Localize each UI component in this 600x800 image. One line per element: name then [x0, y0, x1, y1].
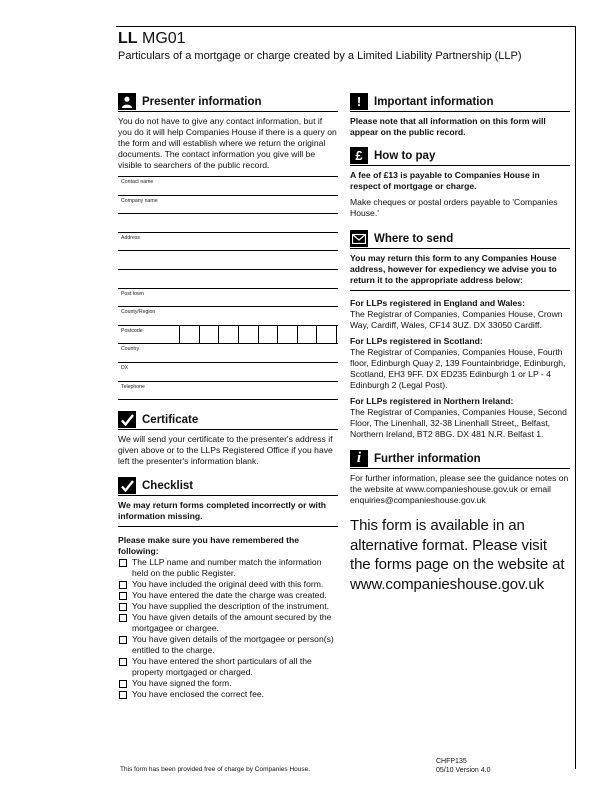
- where-to-send-title: Where to send: [374, 232, 454, 245]
- checkbox[interactable]: [119, 614, 127, 622]
- dx-field[interactable]: DX: [118, 363, 338, 382]
- form-subtitle: Particulars of a mortgage or charge created by a Limited Liability Partnership (LLP): [118, 50, 522, 62]
- exclamation-icon: !: [350, 93, 368, 110]
- version-text: 05/10 Version 4.0: [436, 767, 491, 774]
- country-field[interactable]: Country: [118, 344, 338, 363]
- checklist-intro: We may return forms completed incorrectly or with information missing.: [118, 500, 338, 527]
- footer-version: [436, 757, 491, 775]
- checkbox[interactable]: [119, 636, 127, 644]
- postcode-field[interactable]: Postcode: [118, 326, 338, 345]
- where-to-send-intro: You may return this form to any Companies House address, however for expediency we advise you to return it to the appropriate address below:: [350, 253, 570, 291]
- address-line-3[interactable]: [118, 270, 338, 289]
- footer-note: This form has been provided free of charge by Companies House.: [120, 766, 311, 773]
- presenter-form: [118, 176, 338, 400]
- where-to-send-section: [350, 229, 570, 440]
- checkbox[interactable]: [119, 592, 127, 600]
- further-info-text: For further information, please see the guidance notes on the website at www.companieshouse.gov.uk or email enquiries@companieshouse.gov.uk: [350, 473, 569, 505]
- form-header: [118, 30, 568, 63]
- form-reference-code: CHFP135: [436, 758, 467, 765]
- checklist-item[interactable]: You have included the original deed with this form.: [118, 579, 338, 590]
- checklist-title: Checklist: [142, 479, 194, 492]
- how-to-pay-title: How to pay: [374, 149, 436, 162]
- england-address: The Registrar of Companies, Companies House, Crown Way, Cardiff, Wales, CF14 3UZ. DX 33050 Cardiff.: [350, 309, 563, 330]
- presenter-section: [118, 92, 338, 400]
- ni-address: The Registrar of Companies, Companies House, Second Floor, The Linenhall, 32-38 Linenhall Street,, Belfast, Northern Ireland, BT2 8BG. DX 481 N.R. Belfast 1.: [350, 407, 567, 439]
- telephone-field[interactable]: Telephone: [118, 382, 338, 401]
- certificate-title: Certificate: [142, 413, 199, 426]
- checkbox[interactable]: [119, 603, 127, 611]
- checklist-item[interactable]: The LLP name and number match the information held on the public Register.: [118, 557, 338, 579]
- certificate-section: [118, 410, 338, 467]
- checklist-sub-intro: Please make sure you have remembered the following:: [118, 535, 300, 557]
- checklist-section: [118, 476, 338, 700]
- ni-heading: For LLPs registered in Northern Ireland:: [350, 396, 514, 406]
- further-info-section: [350, 449, 570, 594]
- company-name-field[interactable]: Company name: [118, 196, 338, 215]
- checkbox[interactable]: [119, 658, 127, 666]
- further-info-title: Further information: [374, 452, 481, 465]
- scotland-heading: For LLPs registered in Scotland:: [350, 336, 483, 346]
- how-to-pay-section: [350, 146, 570, 219]
- address-field[interactable]: Address: [118, 233, 338, 252]
- checkbox[interactable]: [119, 691, 127, 699]
- form-code: LL MG01: [118, 30, 186, 47]
- checkbox[interactable]: [119, 581, 127, 589]
- checkbox[interactable]: [119, 559, 127, 567]
- certificate-text: We will send your certificate to the presenter's address if given above or to the LLPs Registered Office if you have left the presenter's information blank.: [118, 434, 333, 467]
- check-mark-icon: [118, 477, 136, 494]
- checklist-item[interactable]: You have signed the form.: [118, 678, 338, 689]
- right-column: [350, 92, 570, 594]
- checklist-item[interactable]: You have supplied the description of the instrument.: [118, 601, 338, 612]
- checklist-item[interactable]: You have given details of the amount secured by the mortgagee or chargee.: [118, 612, 338, 634]
- presenter-text: You do not have to give any contact information, but if you do it will help Companies House if there is a query on the form and will establish where we return the original documents. The contact information you give will be visible to searchers of the public record.: [118, 116, 337, 170]
- checklist-items: [118, 557, 338, 700]
- postcode-boxes[interactable]: [179, 326, 337, 343]
- info-icon: i: [350, 450, 368, 467]
- envelope-icon: [350, 230, 368, 247]
- presenter-title: Presenter information: [142, 95, 262, 108]
- checkbox[interactable]: [119, 680, 127, 688]
- address-line-2[interactable]: [118, 251, 338, 270]
- left-column: [118, 92, 338, 700]
- england-heading: For LLPs registered in England and Wales:: [350, 298, 525, 308]
- cheque-text: Make cheques or postal orders payable to 'Companies House.': [350, 197, 558, 218]
- important-text: Please note that all information on this form will appear on the public record.: [350, 116, 546, 137]
- checklist-item[interactable]: You have enclosed the correct fee.: [118, 689, 338, 700]
- checklist-item[interactable]: You have entered the date the charge was created.: [118, 590, 338, 601]
- fee-text: A fee of £13 is payable to Companies House in respect of mortgage or charge.: [350, 170, 540, 191]
- county-field[interactable]: County/Region: [118, 307, 338, 326]
- checklist-item[interactable]: You have given details of the mortgagee or person(s) entitled to the charge.: [118, 634, 338, 656]
- alternative-format-text: This form is available in an alternative format. Please visit the forms page on the website at www.companieshouse.gov.uk: [350, 517, 565, 593]
- contact-name-field[interactable]: Contact name: [118, 177, 338, 196]
- post-town-field[interactable]: Post town: [118, 289, 338, 308]
- person-icon: [118, 93, 136, 110]
- company-name-line-2[interactable]: [118, 214, 338, 233]
- pound-icon: £: [350, 147, 368, 164]
- important-section: [350, 92, 570, 138]
- check-mark-icon: [118, 411, 136, 428]
- scotland-address: The Registrar of Companies, Companies House, Fourth floor, Edinburgh Quay 2, 139 Fountainbridge, Edinburgh, Scotland, EH3 9FF. DX ED235 Edinburgh 1 or LP - 4 Edinburgh 2 (Legal Post).: [350, 347, 566, 390]
- checklist-item[interactable]: You have entered the short particulars of all the property mortgaged or charged.: [118, 656, 338, 678]
- important-title: Important information: [374, 95, 494, 108]
